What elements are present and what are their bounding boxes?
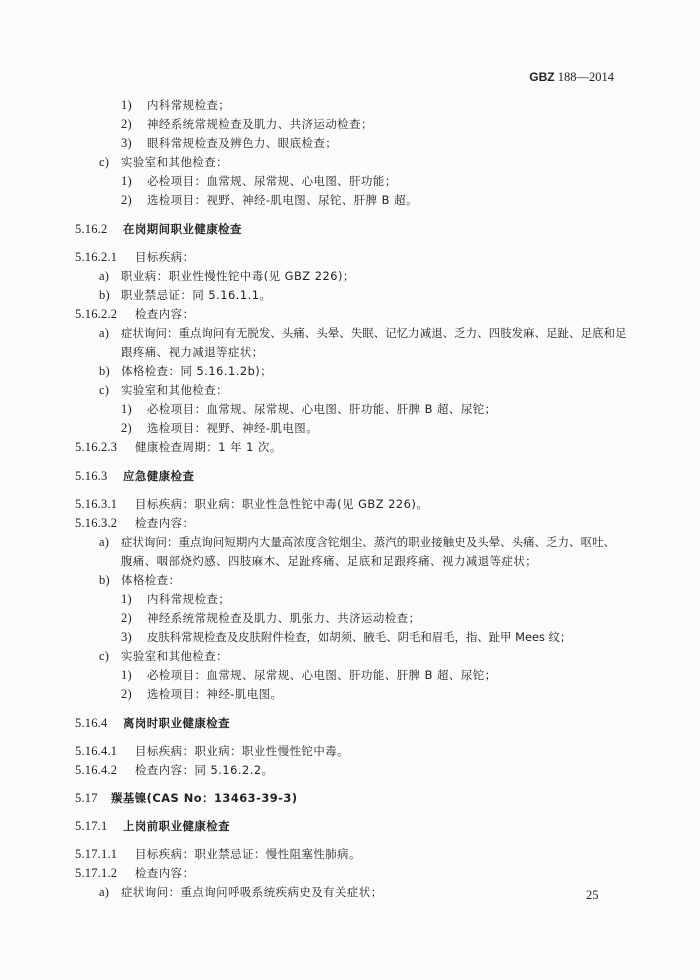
standard-number: GBZ 188—2014 xyxy=(529,70,614,84)
page-number: 25 xyxy=(586,888,599,902)
